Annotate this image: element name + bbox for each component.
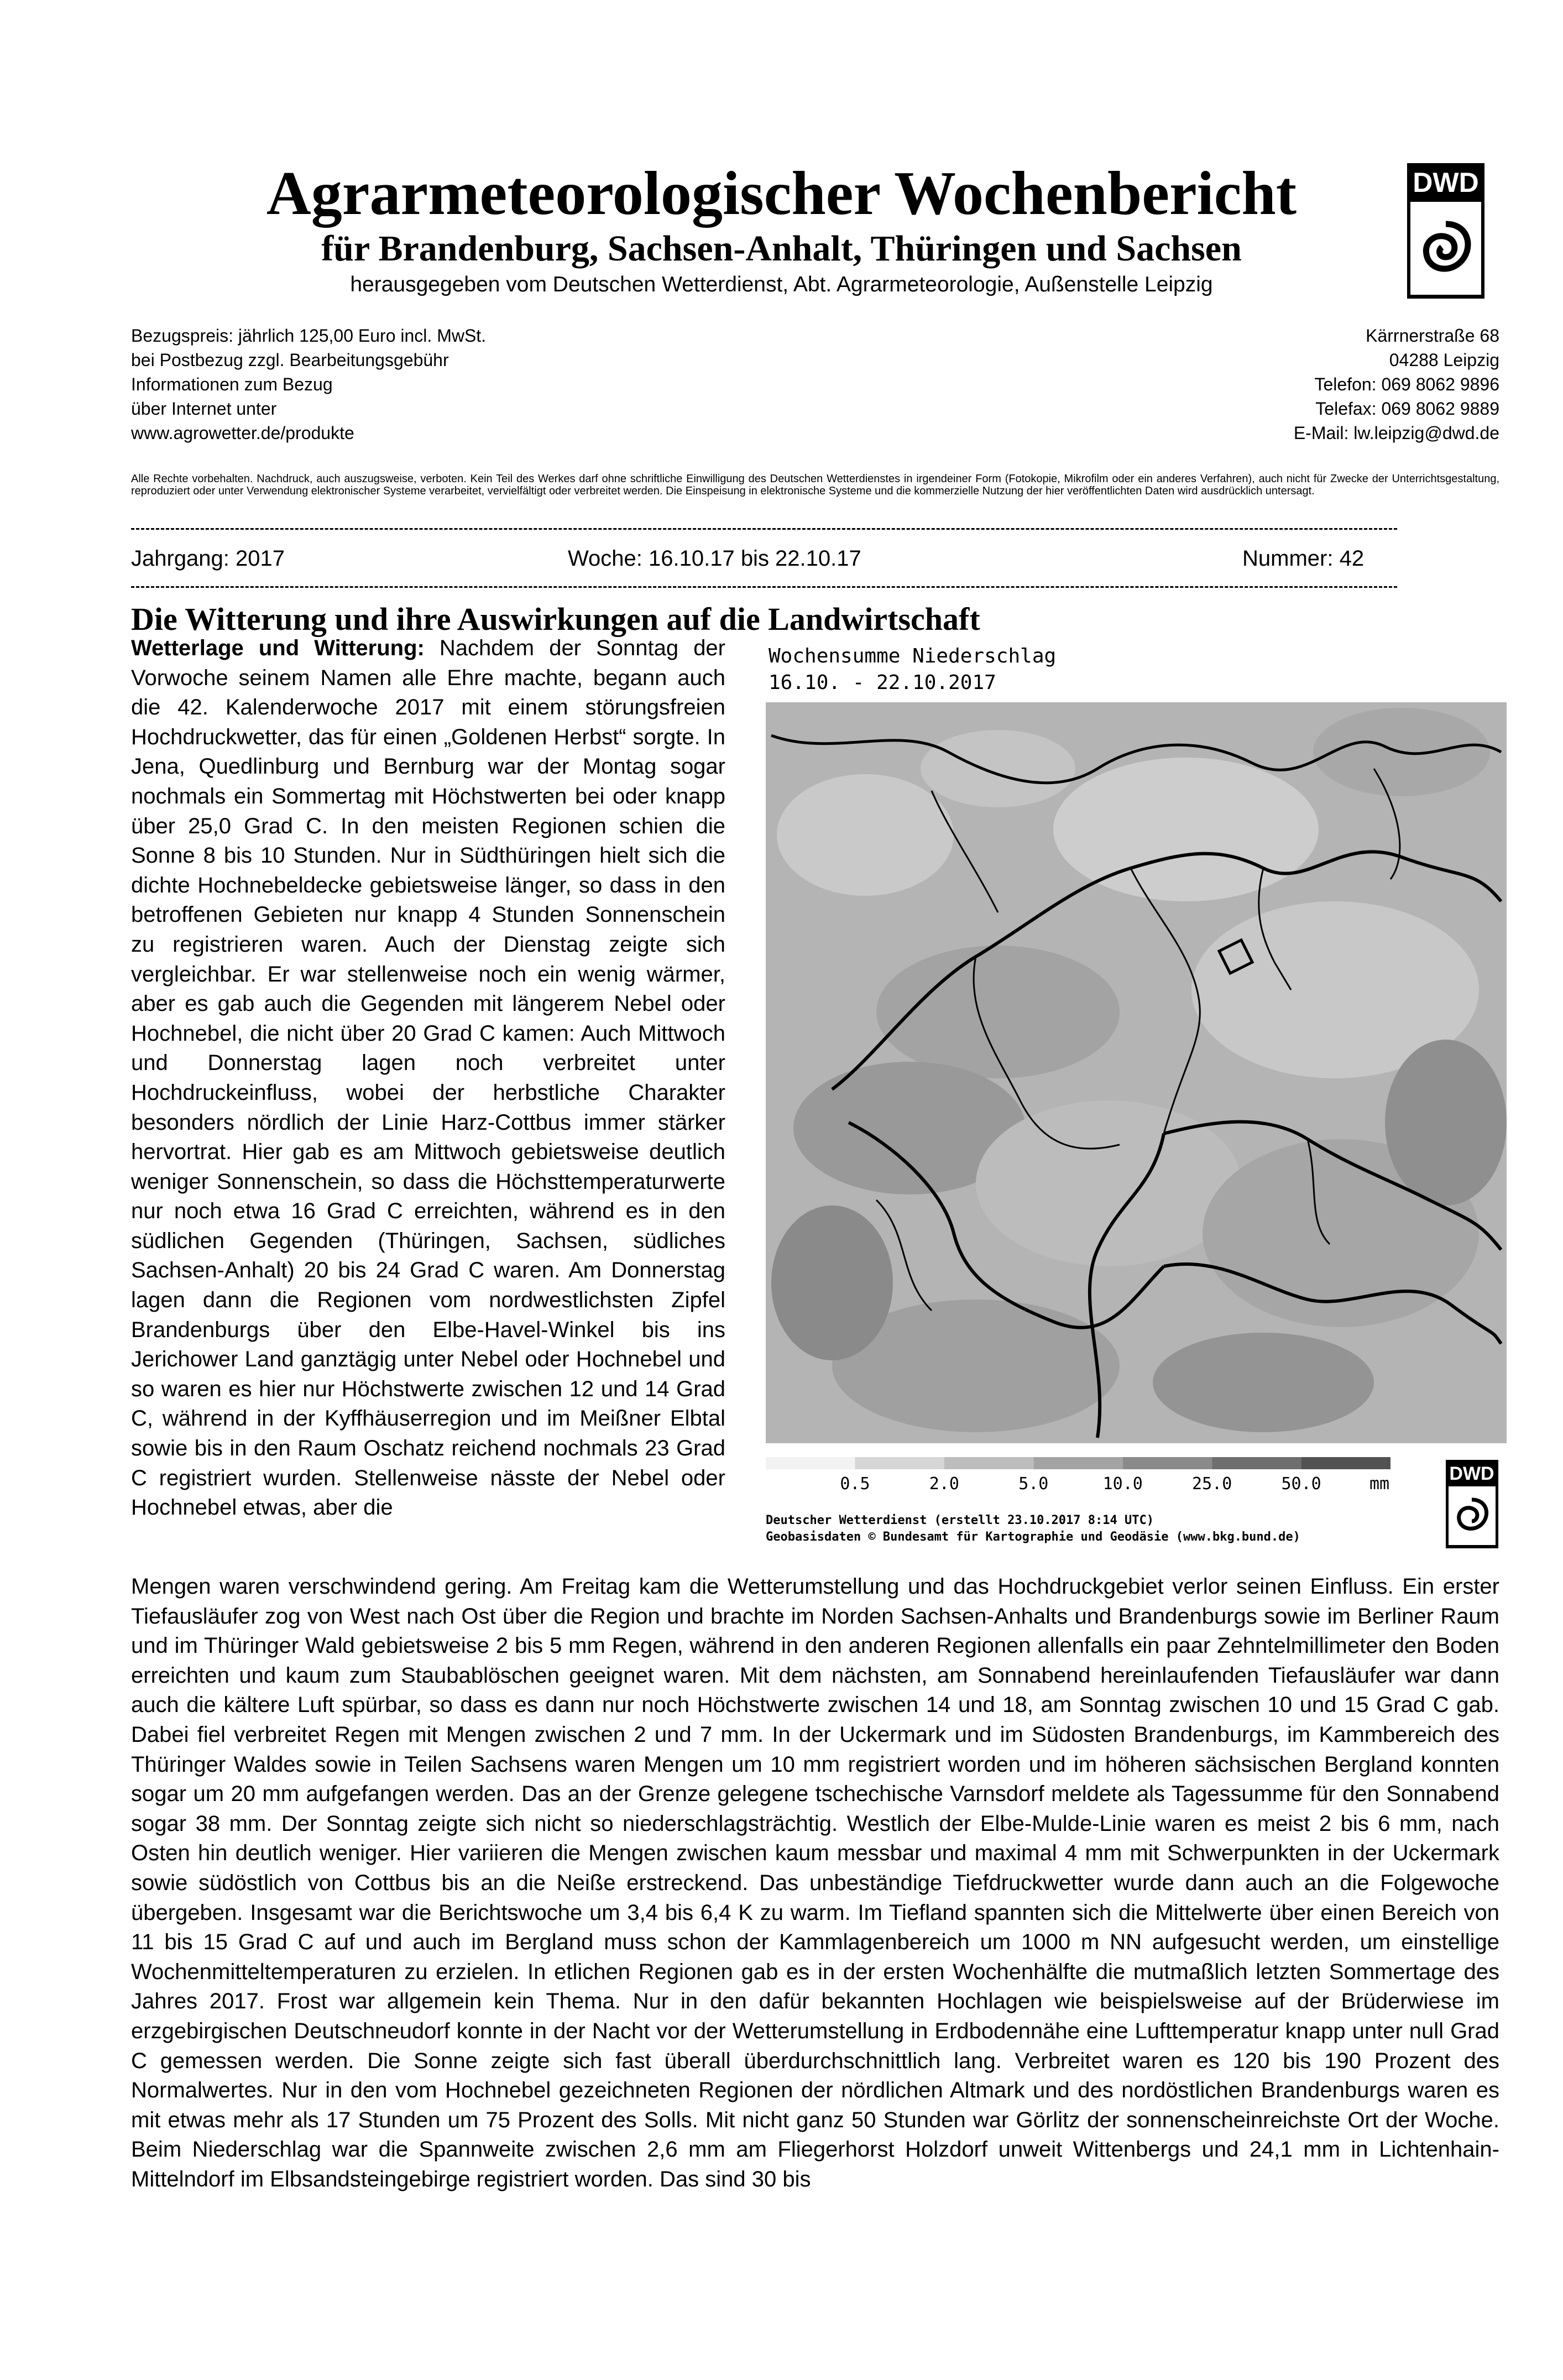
map-title-line: Wochensumme Niederschlag <box>769 645 1057 667</box>
dwd-small-logo-text: DWD <box>1449 1463 1494 1484</box>
dwd-logo-text: DWD <box>1413 167 1479 198</box>
legend-swatch <box>855 1457 944 1469</box>
legend-unit: mm <box>1369 1474 1390 1494</box>
legend-value: 25.0 <box>1192 1474 1232 1494</box>
issue-week: Woche: 16.10.17 bis 22.10.17 <box>568 546 861 571</box>
map-title <box>769 643 1056 696</box>
subscription-url[interactable]: www.agrowetter.de/produkte <box>131 423 354 443</box>
legend-swatch <box>1212 1457 1301 1469</box>
contact-street: Kärrnerstraße 68 <box>1366 326 1499 346</box>
publisher-line: herausgegeben vom Deutschen Wetterdienst, Abt. Agrarmeteorologie, Außenstelle Leipzig <box>350 273 1213 296</box>
report-subtitle: für Brandenburg, Sachsen-Anhalt, Thüringen und Sachsen <box>321 228 1242 269</box>
legend-value: 2.0 <box>929 1474 959 1494</box>
legend-value: 10.0 <box>1102 1474 1143 1494</box>
contact-email[interactable]: E-Mail: lw.leipzig@dwd.de <box>1293 423 1499 443</box>
contact-phone: Telefon: 069 8062 9896 <box>1314 374 1499 394</box>
legend-swatch <box>944 1457 1033 1469</box>
subscription-line: über Internet unter <box>131 399 277 419</box>
article-lead: Wetterlage und Witterung: <box>131 636 425 660</box>
contact-info <box>1294 323 1499 445</box>
issue-meta <box>131 542 1397 575</box>
rights-notice: Alle Rechte vorbehalten. Nachdruck, auch auszugsweise, verboten. Kein Teil des Werkes darf ohne schriftliche Einwilligung des Deutschen Wetterdienstes in irgendeiner Form (Fotokopie, Mikrofilm oder ein anderes Verfahren), auch nicht für Zwecke der Unterrichtsgestaltung, reproduziert oder unter Verwendung elektronischer Systeme verarbeitet, vervielfältigt oder verbreitet werden. Die Einspeisung in elektronische Systeme und die kommerzielle Nutzung der hier veröffentlichten Daten wird ausdrücklich untersagt. <box>131 473 1499 497</box>
divider-line <box>131 586 1397 588</box>
legend-swatch <box>1301 1457 1391 1469</box>
legend-swatch <box>1123 1457 1212 1469</box>
legend-value: 5.0 <box>1018 1474 1049 1494</box>
subscription-line: Informationen zum Bezug <box>131 374 333 394</box>
legend-value: 0.5 <box>840 1474 870 1494</box>
dwd-small-logo-icon <box>1446 1460 1498 1548</box>
map-credit <box>766 1512 1300 1546</box>
contact-city: 04288 Leipzig <box>1389 350 1499 370</box>
issue-number: Nummer: 42 <box>1242 546 1365 571</box>
subscription-info <box>131 323 486 445</box>
issue-year: Jahrgang: 2017 <box>131 546 285 571</box>
subscription-line: Bezugspreis: jährlich 125,00 Euro incl. MwSt. <box>131 326 487 346</box>
legend-swatch <box>766 1457 855 1469</box>
legend-swatch <box>1033 1457 1122 1469</box>
subscription-line: bei Postbezug zzgl. Bearbeitungsgebühr <box>131 350 449 370</box>
dwd-logo-icon <box>1407 163 1484 299</box>
contact-fax: Telefax: 069 8062 9889 <box>1315 399 1499 419</box>
legend-value: 50.0 <box>1281 1474 1321 1494</box>
article-text-full: Mengen waren verschwindend gering. Am Freitag kam die Wetterumstellung und das Hochdruckgebiet verlor seinen Einfluss. Ein erster Tiefausläufer zog von West nach Ost über die Region und brachte im Norden Sachsen-Anhalts und Brandenburgs sowie im Berliner Raum und im Thüringer Wald gebietsweise 2 bis 5 mm Regen, während in den anderen Regionen allenfalls ein paar Zehntelmillimeter den Boden erreichten und kaum zum Staubablöschen geeignet waren. Mit dem nächsten, am Sonnabend hereinlaufenden Tiefausläufer war dann auch die kältere Luft spürbar, so dass es dann nur noch Höchstwerte zwischen 14 und 18, am Sonntag zwischen 10 und 15 Grad C gab. Dabei fiel verbreitet Regen mit Mengen zwischen 2 und 7 mm. In der Uckermark und im Südosten Brandenburgs, im Kammbereich des Thüringer Waldes sowie in Teilen Sachsens waren Mengen um 10 mm registriert worden und im höheren sächsischen Bergland konnten sogar um 20 mm aufgefangen werden. Das an der Grenze gelegene tschechische Varnsdorf meldete als Tagessumme für den Sonnabend sogar 38 mm. Der Sonntag zeigte sich nicht so niederschlagsträchtig. Westlich der Elbe-Mulde-Linie waren es meist 2 bis 6 mm, nach Osten hin deutlich weniger. Hier variieren die Mengen zwischen kaum messbar und maximal 4 mm mit Schwerpunkten in der Uckermark sowie südöstlich von Cottbus bis an die Neiße erstreckend. Das unbeständige Tiefdruckwetter wurde dann auch an die Folgewoche übergeben. Insgesamt war die Berichtswoche um 3,4 bis 6,4 K zu warm. Im Tiefland spannten sich die Mittelwerte über einen Bereich von 11 bis 15 Grad C auf und auch im Bergland muss schon der Kammlagenbereich um 1000 m NN aufgesucht werden, um einstellige Wochenmitteltemperaturen zu erzielen. In etlichen Regionen gab es in der ersten Wochenhälfte die mutmaßlich letzten Sommertage des Jahres 2017. Frost war allgemein kein Thema. Nur in den dafür bekannten Hochlagen wie beispielsweise auf der Brüderwiese im erzgebirgischen Deutschneudorf konnte in der Nacht vor der Wetterumstellung in Erdbodennähe eine Lufttemperatur knapp unter null Grad C gemessen werden. Die Sonne zeigte sich fast überall überdurchschnittlich lang. Verbreitet waren es 120 bis 190 Prozent des Normalwertes. Nur in den vom Hochnebel gezeichneten Regionen der nördlichen Altmark und des nordöstlichen Brandenburgs waren es mit etwas mehr als 17 Stunden um 75 Prozent des Solls. Mit nicht ganz 50 Stunden war Görlitz der sonnenscheinreichste Ort der Woche. Beim Niederschlag war die Spannweite zwischen 2,6 mm am Fliegerhorst Holzdorf unweit Wittenbergs und 24,1 mm in Lichtenhain-Mittelndorf im Elbsandsteingebirge registriert worden. Das sind 30 bis <box>131 1574 1499 2191</box>
map-title-dates: 16.10. - 22.10.2017 <box>769 671 996 694</box>
map-credit-line: Geobasisdaten © Bundesamt für Kartographie und Geodäsie (www.bkg.bund.de) <box>766 1530 1300 1544</box>
section-heading: Die Witterung und ihre Auswirkungen auf die Landwirtschaft <box>131 601 980 637</box>
report-title: Agrarmeteorologischer Wochenbericht <box>266 159 1297 228</box>
precipitation-map <box>766 702 1507 1443</box>
map-credit-line: Deutscher Wetterdienst (erstellt 23.10.2017 8:14 UTC) <box>766 1513 1154 1527</box>
article-left-column <box>131 634 725 1523</box>
divider-line <box>131 528 1397 530</box>
article-text-left: Nachdem der Sonntag der Vorwoche seinem Namen alle Ehre machte, begann auch die 42. Kalenderwoche 2017 mit einem störungsfreien Hochdruckwetter, das für einen „Goldenen Herbst“ sorgte. In Jena, Quedlinburg und Bernburg war der Montag sogar nochmals ein Sommertag mit Höchstwerten bei oder knapp über 25,0 Grad C. In den meisten Regionen schien die Sonne 8 bis 10 Stunden. Nur in Südthüringen hielt sich die dichte Hochnebeldecke gebietsweise länger, so dass in den betroffenen Gebieten nur knapp 4 Stunden Sonnenschein zu registrieren waren. Auch der Dienstag zeigte sich vergleichbar. Er war stellenweise noch ein wenig wärmer, aber es gab auch die Gegenden mit längerem Nebel oder Hochnebel, die nicht über 20 Grad C kamen: Auch Mittwoch und Donnerstag lagen noch verbreitet unter Hochdruckeinfluss, wobei der herbstliche Charakter besonders nördlich der Linie Harz-Cottbus immer stärker hervortrat. Hier gab es am Mittwoch gebietsweise deutlich weniger Sonnenschein, so dass die Höchsttemperaturwerte nur noch etwa 16 Grad C erreichten, während es in den südlichen Gegenden (Thüringen, Sachsen, südliches Sachsen-Anhalt) 20 bis 24 Grad C waren. Am Donnerstag lagen dann die Regionen vom nordwestlichsten Zipfel Brandenburgs über den Elbe-Havel-Winkel bis ins Jerichower Land ganztägig unter Nebel oder Hochnebel und so waren es hier nur Höchstwerte zwischen 12 und 14 Grad C, während in der Kyffhäuserregion und im Meißner Elbtal sowie bis in den Raum Oschatz reichend nochmals 23 Grad C registriert wurden. Stellenweise nässte der Nebel oder Hochnebel etwas, aber die <box>131 636 725 1520</box>
